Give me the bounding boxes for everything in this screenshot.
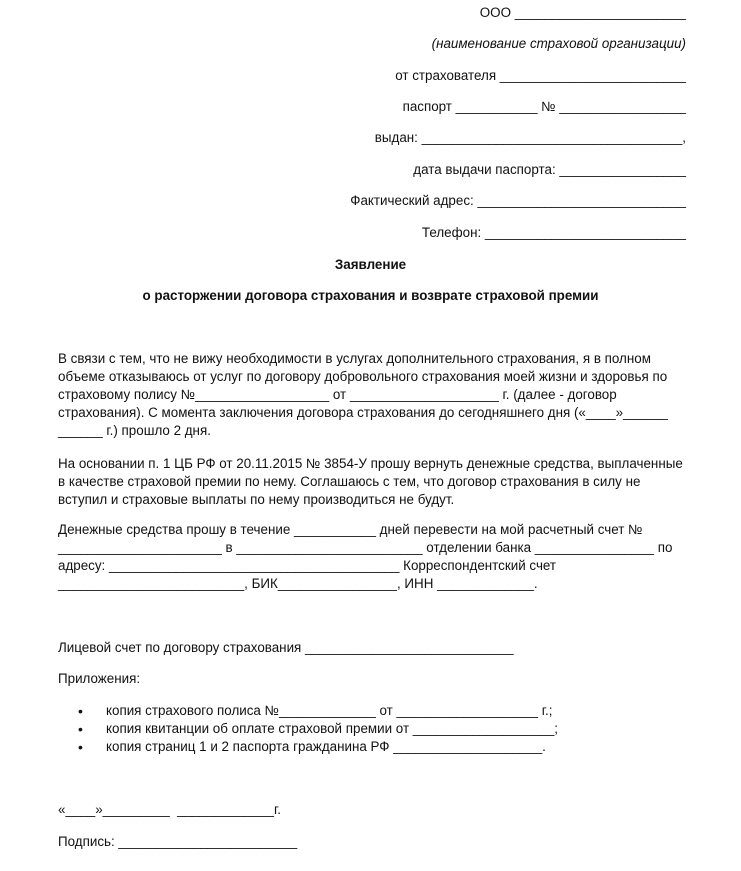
issued-line: выдан: ___________________________________,: [374, 130, 686, 145]
paragraph-1-line: объеме отказываюсь от услуг по договору добровольного страхования моей жизни и здоровья по: [58, 369, 668, 384]
attachment-item: [84, 720, 558, 738]
attachment-text: копия страхового полиса №_____________ от ___________________ г.;: [106, 703, 553, 718]
account-line: Лицевой счет по договору страхования ____________________________: [58, 640, 514, 655]
paragraph-1: [58, 350, 698, 440]
paragraph-3-line: _________________________, БИК________________, ИНН _____________.: [58, 576, 538, 591]
date-line: «____»_________ _____________г.: [58, 802, 281, 817]
document-title: Заявление: [334, 257, 407, 272]
org-caption: (наименование страховой организации): [431, 36, 686, 51]
paragraph-3-line: ______________________ в _________________________ отделении банка ________________ по: [58, 540, 673, 555]
org-line: ООО _______________________: [479, 5, 686, 20]
paragraph-2-line: в качестве страховой премии по нему. Соглашаюсь с тем, что договор страхования в силу не: [58, 474, 641, 489]
document-subtitle: о расторжении договора страхования и возврате страховой премии: [142, 288, 599, 303]
paragraph-2: [58, 455, 698, 509]
phone-line: Телефон: ___________________________: [421, 225, 686, 240]
paragraph-2-line: На основании п. 1 ЦБ РФ от 20.11.2015 № 3854-У прошу вернуть денежные средства, выплаченные: [58, 456, 683, 471]
passport-line: паспорт ___________ № _________________: [402, 99, 686, 114]
address-line: Фактический адрес: ____________________________: [350, 193, 686, 208]
attachment-item: [84, 738, 546, 756]
attachment-text: копия квитанции об оплате страховой премии от ___________________;: [106, 721, 559, 736]
paragraph-3: [58, 521, 698, 593]
paragraph-1-line: страхования). С момента заключения договора страхования до сегодняшнего дня («____»______: [58, 405, 668, 420]
issue-date-line: дата выдачи паспорта: _________________: [413, 162, 686, 177]
paragraph-2-line: вступил и страховые выплаты по нему производиться не будут.: [58, 492, 455, 507]
attachments-label: Приложения:: [58, 671, 141, 686]
paragraph-3-line: Денежные средства прошу в течение ___________ дней перевести на мой расчетный счет №: [58, 522, 643, 537]
paragraph-1-line: ______ г.) прошло 2 дня.: [58, 423, 211, 438]
from-line: от страхователя _________________________: [395, 68, 686, 83]
attachment-text: копия страниц 1 и 2 паспорта гражданина РФ ____________________.: [106, 739, 546, 754]
paragraph-1-line: страховому полису №__________________ от ____________________ г. (далее - договор: [58, 387, 617, 402]
attachment-item: [84, 702, 552, 720]
paragraph-3-line: адресу: _______________________________________ Корреспондентский счет: [58, 558, 557, 573]
signature-line: Подпись: ________________________: [58, 834, 298, 849]
paragraph-1-line: В связи с тем, что не вижу необходимости в услугах дополнительного страхования, я в полном: [58, 351, 651, 366]
